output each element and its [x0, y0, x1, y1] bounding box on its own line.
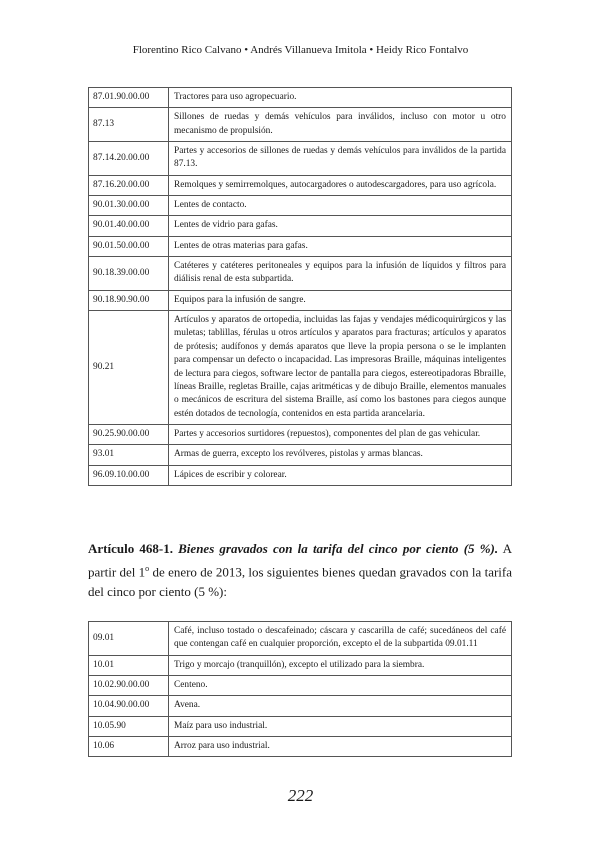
tariff-table-five-percent [88, 621, 512, 757]
description-cell: Maíz para uso industrial. [169, 716, 512, 736]
tariff-code-cell: 10.06 [89, 737, 169, 757]
description-cell: Armas de guerra, excepto los revólveres, pistolas y armas blancas. [169, 445, 512, 465]
table-row [89, 175, 512, 195]
tariff-code-cell: 10.05.90 [89, 716, 169, 736]
tariff-code-cell: 90.01.50.00.00 [89, 236, 169, 256]
table-row [89, 108, 512, 142]
tariff-code-cell: 90.21 [89, 311, 169, 425]
description-cell: Equipos para la infusión de sangre. [169, 290, 512, 310]
tariff-table-body [89, 622, 512, 757]
description-cell: Partes y accesorios de sillones de ruedas y demás vehículos para inválidos de la partida 87.13. [169, 142, 512, 176]
tariff-table-exempt-goods [88, 87, 512, 486]
table-row [89, 88, 512, 108]
description-cell: Tractores para uso agropecuario. [169, 88, 512, 108]
description-cell: Lentes de vidrio para gafas. [169, 216, 512, 236]
table-row [89, 716, 512, 736]
tariff-code-cell: 90.18.90.90.00 [89, 290, 169, 310]
description-cell: Lentes de otras materias para gafas. [169, 236, 512, 256]
table-row [89, 696, 512, 716]
table-row [89, 737, 512, 757]
article-body-prefix: A partir del 1 [88, 541, 512, 580]
table-row [89, 622, 512, 656]
tariff-code-cell: 96.09.10.00.00 [89, 465, 169, 485]
description-cell: Trigo y morcajo (tranquillón), excepto el utilizado para la siembra. [169, 655, 512, 675]
table-row [89, 445, 512, 465]
table-row [89, 257, 512, 291]
description-cell: Lápices de escribir y colorear. [169, 465, 512, 485]
description-cell: Artículos y aparatos de ortopedia, incluidas las fajas y vendajes médicoquirúrgicos y las muletas; tablillas, férulas u otros artículos y aparatos para fracturas; artículos y aparatos de prótesis; audífonos y demás aparatos que lleve la propia persona o se le implanten para compensar un defecto o incapacidad. Las impresoras Braille, máquinas inteligentes de lectura para ciegos, software lector de pantalla para ciegos, estereotipadoras Bbraille, líneas Braille, regletas Braille, cajas aritméticas y de dibujo Braille, elementos manuales o mecánicos de escritura del sistema Braille, así como los bastones para ciegos aunque estén dotados de tecnología, contenidos en esta partida arancelaria. [169, 311, 512, 425]
article-body-suffix: de enero de 2013, los siguientes bienes quedan gravados con la tarifa del cinco por ciento (5 %): [88, 564, 512, 600]
description-cell: Partes y accesorios surtidores (repuestos), componentes del plan de gas vehicular. [169, 424, 512, 444]
tariff-code-cell: 90.25.90.00.00 [89, 424, 169, 444]
description-cell: Arroz para uso industrial. [169, 737, 512, 757]
tariff-code-cell: 10.02.90.00.00 [89, 676, 169, 696]
tariff-code-cell: 90.01.30.00.00 [89, 196, 169, 216]
description-cell: Café, incluso tostado o descafeinado; cáscara y cascarilla de café; sucedáneos del café que contengan café en cualquier proporción, excepto el de la subpartida 09.01.11 [169, 622, 512, 656]
article-468-1 [88, 539, 512, 602]
tariff-code-cell: 90.01.40.00.00 [89, 216, 169, 236]
description-cell: Centeno. [169, 676, 512, 696]
description-cell: Catéteres y catéteres peritoneales y equipos para la infusión de líquidos y filtros para diálisis renal de esta subpartida. [169, 257, 512, 291]
tariff-code-cell: 87.16.20.00.00 [89, 175, 169, 195]
running-header: Florentino Rico Calvano • Andrés Villanueva Imitola • Heidy Rico Fontalvo [132, 44, 469, 56]
table-row [89, 676, 512, 696]
tariff-code-cell: 87.01.90.00.00 [89, 88, 169, 108]
table-row [89, 142, 512, 176]
description-cell: Lentes de contacto. [169, 196, 512, 216]
description-cell: Sillones de ruedas y demás vehículos para inválidos, incluso con motor u otro mecanismo de propulsión. [169, 108, 512, 142]
description-cell: Remolques y semirremolques, autocargadores o autodescargadores, para uso agrícola. [169, 175, 512, 195]
tariff-code-cell: 10.04.90.00.00 [89, 696, 169, 716]
article-label: Artículo 468-1. [88, 541, 173, 556]
table-row [89, 236, 512, 256]
tariff-code-cell: 90.18.39.00.00 [89, 257, 169, 291]
tariff-table-body [89, 88, 512, 486]
table-row [89, 311, 512, 425]
table-row [89, 465, 512, 485]
table-row [89, 424, 512, 444]
article-body-superscript: o [145, 564, 150, 573]
tariff-code-cell: 93.01 [89, 445, 169, 465]
tariff-code-cell: 87.14.20.00.00 [89, 142, 169, 176]
description-cell: Avena. [169, 696, 512, 716]
table-row [89, 196, 512, 216]
tariff-code-cell: 87.13 [89, 108, 169, 142]
tariff-code-cell: 10.01 [89, 655, 169, 675]
tariff-code-cell: 09.01 [89, 622, 169, 656]
table-row [89, 290, 512, 310]
page-number: 222 [287, 786, 314, 805]
table-row [89, 216, 512, 236]
table-row [89, 655, 512, 675]
article-title: Bienes gravados con la tarifa del cinco por ciento (5 %). [178, 541, 499, 556]
